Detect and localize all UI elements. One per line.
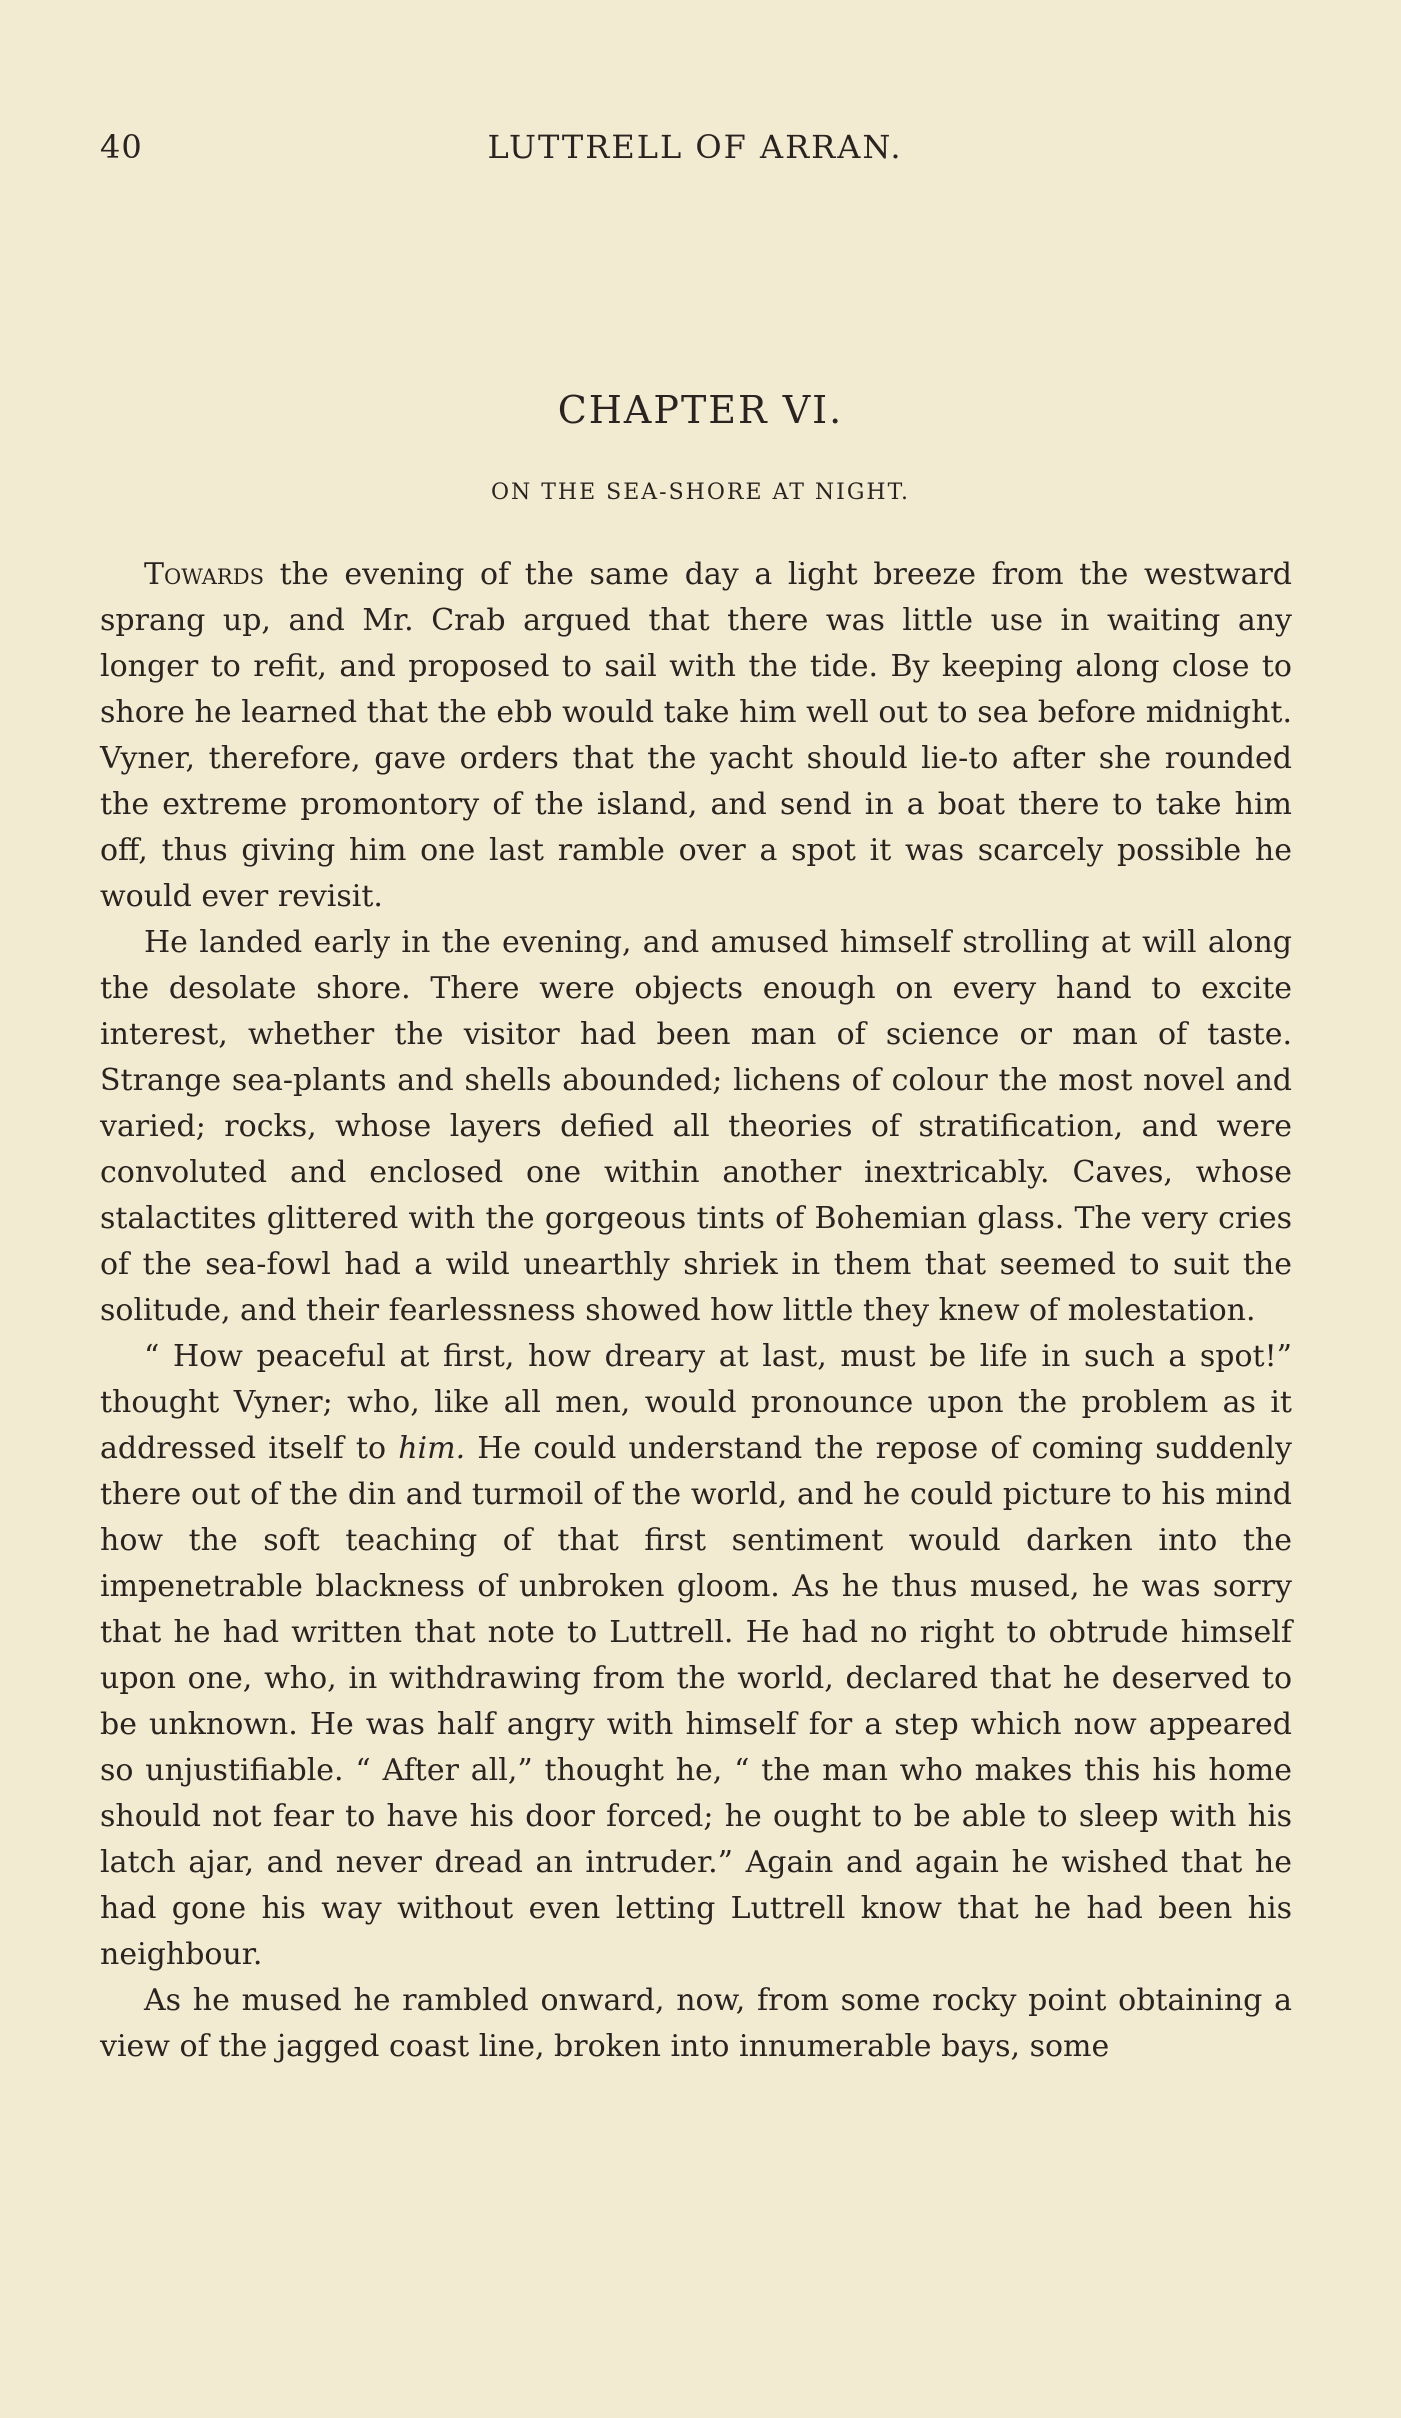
chapter-subtitle: ON THE SEA-SHORE AT NIGHT. [490, 480, 911, 505]
opening-word: Towards [144, 557, 264, 592]
paragraph-text: He could understand the repose of coming suddenly there out of the din and turmoil of the world, and he could picture to his mind how the soft teaching of that first sentiment would darken into the impenetrable blackness of unbroken gloom. As he thus mused, he was sorry that he had written that note to Luttrell. He had no right to obtrude himself upon one, who, in withdrawing from the world, declared that he deserved to be unknown. He was half angry with himself for a step which now appeared so unjustifiable. “ After all,” thought he, “ the man who makes this his home should not fear to have his door forced; he ought to be able to sleep with his latch ajar, and never dread an intruder.” Again and again he wished that he had gone his way without even letting Luttrell know that he had been his neighbour. [100, 1431, 1292, 1972]
paragraph [100, 920, 1292, 1334]
paragraph-text: As he mused he rambled onward, now, from some rocky point obtaining a view of the jagged coast line, broken into innumerable bays, some [100, 1983, 1292, 2064]
emphasis-text: him. [398, 1431, 466, 1466]
paragraph-text: He landed early in the evening, and amused himself strolling at will along the desolate shore. There were objects enough on every hand to excite interest, whether the visitor had been man of science or man of taste. Strange sea-plants and shells abounded; lichens of colour the most novel and varied; rocks, whose layers defied all theories of stratification, and were convoluted and enclosed one within another inextricably. Caves, whose stalactites glittered with the gorgeous tints of Bohemian glass. The very cries of the sea-fowl had a wild unearthly shriek in them that seemed to suit the solitude, and their fearlessness showed how little they knew of molestation. [100, 925, 1292, 1328]
body-text [100, 552, 1292, 2070]
paragraph-text: “ How peaceful at first, how dreary at last, must be life in such a spot!” thought Vyner; who, like all men, would pronounce upon the problem as it addressed itself to [100, 1339, 1292, 1466]
paragraph [100, 1978, 1292, 2070]
running-title: LUTTRELL OF ARRAN. [487, 128, 903, 166]
paragraph [100, 1334, 1292, 1978]
chapter-title: CHAPTER VI. [557, 388, 844, 432]
page-number: 40 [100, 128, 143, 166]
paragraph-text: the evening of the same day a light breeze from the westward sprang up, and Mr. Crab argued that there was little use in waiting any longer to refit, and proposed to sail with the tide. By keeping along close to shore he learned that the ebb would take him well out to sea before midnight. Vyner, therefore, gave orders that the yacht should lie-to after she rounded the extreme promontory of the island, and send in a boat there to take him off, thus giving him one last ramble over a spot it was scarcely possible he would ever revisit. [100, 557, 1292, 914]
paragraph [100, 552, 1292, 920]
running-head [100, 128, 1290, 178]
